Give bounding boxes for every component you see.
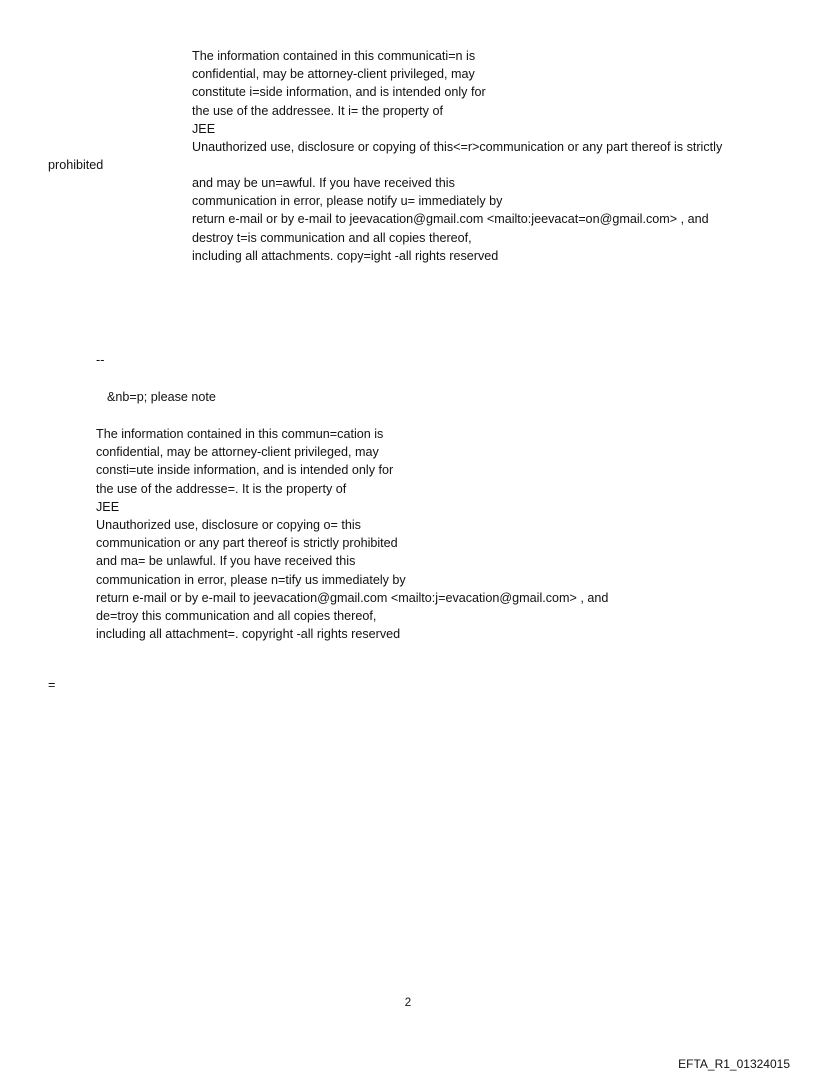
disclaimer-line: and may be un=awful. If you have received this xyxy=(192,176,455,190)
disclaimer-line: communication in error, please n=tify us immediately by xyxy=(96,572,406,587)
disclaimer-line: destroy t=is communication and all copies thereof, xyxy=(192,230,472,245)
please-note-line: &nb=p; please note xyxy=(107,390,216,404)
trailing-equals: = xyxy=(48,678,56,692)
disclaimer-line: The information contained in this communicati=n is xyxy=(192,49,476,63)
disclaimer-line: return e-mail or by e-mail to jeevacation@gmail.com <mailto:jeevacat=on@gmail.com> , and xyxy=(192,212,709,227)
disclaimer-wrap-word: prohibited xyxy=(48,158,104,172)
disclaimer-line: confidential, may be attorney-client privileged, may xyxy=(96,445,379,460)
disclaimer-line: the use of the addressee. It i= the property of xyxy=(192,103,443,118)
disclaimer-line: constitute i=side information, and is intended only for xyxy=(192,85,486,100)
page-number: 2 xyxy=(404,997,412,1009)
disclaimer-line: confidential, may be attorney-client privileged, may xyxy=(192,67,475,82)
disclaimer-line: Unauthorized use, disclosure or copying o= this xyxy=(96,518,361,533)
document-id: EFTA_R1_01324015 xyxy=(678,1057,790,1071)
disclaimer-line: communication in error, please notify u= immediately by xyxy=(192,194,503,209)
disclaimer-line: JEE xyxy=(192,121,216,136)
disclaimer-line: consti=ute inside information, and is intended only for xyxy=(96,463,394,478)
disclaimer-line: the use of the addresse=. It is the property of xyxy=(96,481,347,496)
disclaimer-line: communication or any part thereof is strictly prohibited xyxy=(96,536,398,551)
disclaimer-block-2 xyxy=(96,425,608,643)
disclaimer-line: Unauthorized use, disclosure or copying of this<=r>communication or any part thereof is strictly xyxy=(192,140,723,155)
disclaimer-line: return e-mail or by e-mail to jeevacation@gmail.com <mailto:j=evacation@gmail.com> , and xyxy=(96,590,609,605)
disclaimer-line: including all attachment=. copyright -all rights reserved xyxy=(96,627,401,642)
disclaimer-line: de=troy this communication and all copies thereof, xyxy=(96,609,377,624)
signature-separator: -- xyxy=(96,353,105,367)
disclaimer-line: JEE xyxy=(96,499,120,514)
disclaimer-block-1-continued xyxy=(192,174,709,265)
disclaimer-line: and ma= be unlawful. If you have received this xyxy=(96,554,356,569)
disclaimer-line: The information contained in this commun=cation is xyxy=(96,427,384,441)
disclaimer-line: including all attachments. copy=ight -all rights reserved xyxy=(192,248,499,263)
disclaimer-block-1 xyxy=(192,47,722,156)
